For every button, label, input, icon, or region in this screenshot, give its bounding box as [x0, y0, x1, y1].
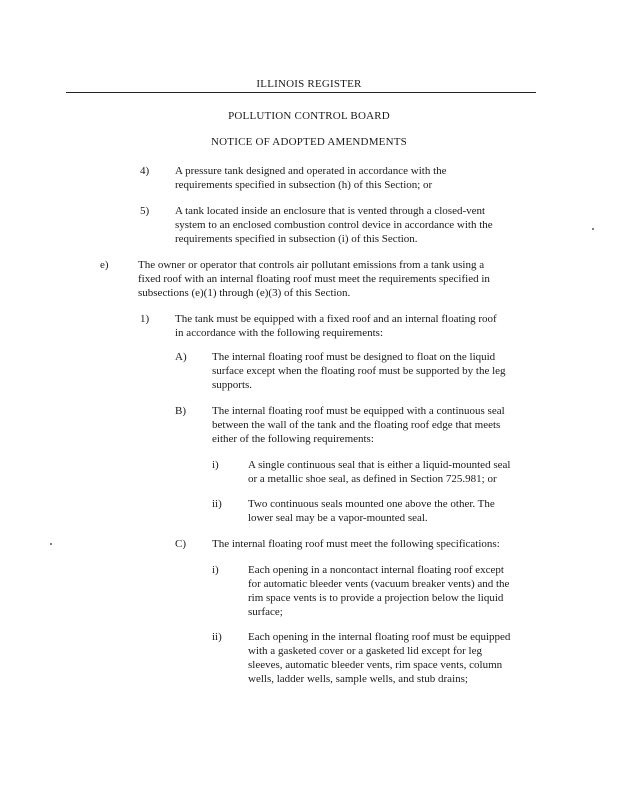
item-text: The internal floating roof must meet the following specifications:	[212, 538, 500, 550]
item-text: surface except when the floating roof must be supported by the leg	[212, 365, 506, 377]
item-label: B)	[175, 405, 186, 417]
item-text: Two continuous seals mounted one above the other. The	[248, 498, 495, 510]
item-text: The tank must be equipped with a fixed roof and an internal floating roof	[175, 313, 497, 325]
header-rule	[66, 92, 536, 93]
board-title: POLLUTION CONTROL BOARD	[228, 110, 390, 122]
item-label: i)	[212, 564, 219, 576]
register-header: ILLINOIS REGISTER	[256, 78, 362, 90]
item-text: Each opening in a noncontact internal floating roof except	[248, 564, 504, 576]
item-text: A pressure tank designed and operated in accordance with the	[175, 165, 447, 177]
item-text: subsections (e)(1) through (e)(3) of this Section.	[138, 287, 351, 299]
item-text: between the wall of the tank and the floating roof edge that meets	[212, 419, 501, 431]
item-text: Each opening in the internal floating roof must be equipped	[248, 631, 511, 643]
item-text: The internal floating roof must be designed to float on the liquid	[212, 351, 496, 363]
item-text: surface;	[248, 606, 283, 618]
item-text: A tank located inside an enclosure that is vented through a closed-vent	[175, 205, 486, 217]
item-text: sleeves, automatic bleeder vents, rim space vents, column	[248, 659, 503, 671]
item-text: A single continuous seal that is either a liquid-mounted seal	[248, 459, 511, 471]
notice-title: NOTICE OF ADOPTED AMENDMENTS	[211, 136, 407, 148]
item-label: ii)	[212, 631, 222, 643]
item-text: wells, ladder wells, sample wells, and stub drains;	[248, 673, 468, 685]
item-label: i)	[212, 459, 219, 471]
item-text: system to an enclosed combustion control device in accordance with the	[175, 219, 493, 231]
item-label: 1)	[140, 313, 150, 325]
item-text: fixed roof with an internal floating roof must meet the requirements specified in	[138, 273, 490, 285]
item-label: 4)	[140, 165, 150, 177]
item-label: 5)	[140, 205, 150, 217]
item-text: with a gasketed cover or a gasketed lid except for leg	[248, 645, 482, 657]
item-text: lower seal may be a vapor-mounted seal.	[248, 512, 428, 524]
item-text: The owner or operator that controls air pollutant emissions from a tank using a	[138, 259, 485, 271]
item-text: either of the following requirements:	[212, 433, 374, 445]
scan-speck	[592, 228, 594, 230]
item-text: requirements specified in subsection (i) of this Section.	[175, 233, 418, 245]
item-text: The internal floating roof must be equipped with a continuous seal	[212, 405, 505, 417]
item-text: requirements specified in subsection (h) of this Section; or	[175, 179, 433, 191]
item-text: rim space vents is to provide a projection below the liquid	[248, 592, 504, 604]
scan-speck	[50, 543, 52, 545]
item-text: for automatic bleeder vents (vacuum breaker vents) and the	[248, 578, 510, 590]
item-text: or a metallic shoe seal, as defined in Section 725.981; or	[248, 473, 497, 485]
item-text: in accordance with the following requirements:	[175, 327, 384, 339]
item-label: ii)	[212, 498, 222, 510]
item-label: A)	[175, 351, 187, 363]
item-label: e)	[100, 259, 109, 271]
item-label: C)	[175, 538, 186, 550]
item-text: supports.	[212, 379, 253, 391]
